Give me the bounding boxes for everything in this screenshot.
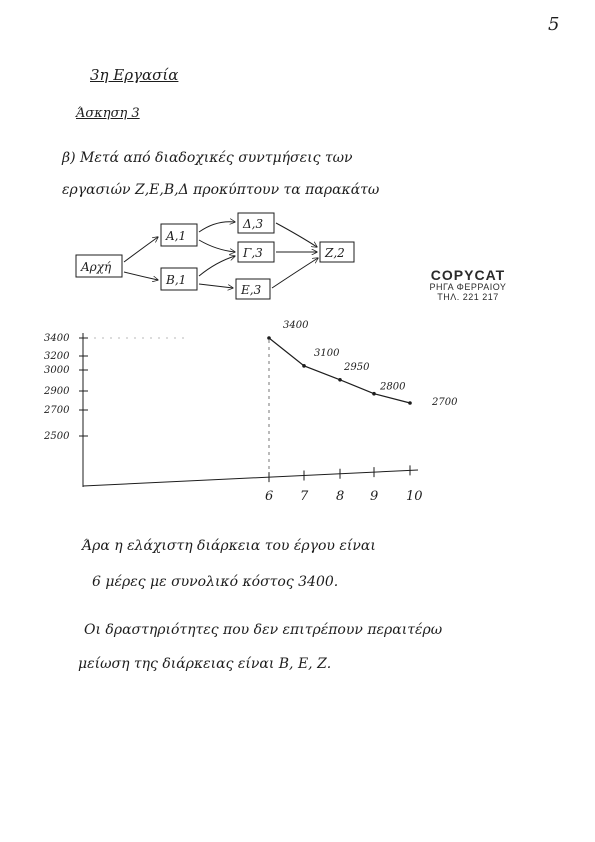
data-point: [372, 392, 376, 396]
data-label: 2800: [380, 381, 406, 393]
data-label: 3400: [283, 320, 309, 331]
y-tick-label: 2500: [44, 431, 70, 442]
node-d-label: Δ,3: [243, 217, 264, 231]
data-label: 2950: [344, 361, 370, 373]
node-g-label: Γ,3: [243, 246, 263, 260]
stamp-line-2: ΤΗΛ. 221 217: [437, 292, 499, 303]
node-b-label: Β,1: [166, 273, 187, 287]
y-tick-label: 2900: [44, 386, 70, 397]
x-tick-label: 8: [336, 489, 345, 504]
data-point: [302, 364, 306, 368]
node-z-label: Ζ,2: [325, 246, 345, 260]
paragraph-b-line-2: εργασιών Ζ,Ε,Β,Δ προκύπτουν τα παρακάτω: [62, 182, 380, 198]
conclusion-line-1: Άρα η ελάχιστη διάρκεια του έργου είναι: [82, 538, 376, 554]
y-tick-label: 2700: [44, 405, 70, 416]
exercise-title: Άσκηση 3: [76, 106, 140, 121]
page-title: 3η Εργασία: [90, 66, 179, 84]
stamp-brand: COPYCAT: [430, 267, 506, 283]
node-a-label: Α,1: [166, 229, 187, 243]
final-line-1: Οι δραστηριότητες που δεν επιτρέπουν περαιτέρω: [84, 622, 443, 638]
y-tick-label: 3400: [44, 333, 70, 344]
conclusion-line-2: 6 μέρες με συνολικό κόστος 3400.: [92, 574, 339, 590]
data-point: [267, 336, 271, 340]
stamp-line-1: ΡΗΓΑ ΦΕΡΡΑΙΟΥ: [429, 282, 507, 293]
cost-series-line: [269, 338, 410, 403]
page-number: 5: [548, 14, 560, 35]
y-tick-label: 3200: [44, 351, 70, 362]
x-tick-label: 10: [406, 489, 423, 504]
y-ticks: [43, 333, 88, 442]
y-tick-label: 3000: [44, 365, 70, 376]
data-points: [267, 320, 458, 408]
data-label: 3100: [314, 347, 340, 359]
data-point: [338, 378, 342, 382]
node-start-label: Αρχή: [81, 260, 112, 274]
data-label: 2700: [432, 397, 458, 408]
data-point: [408, 401, 412, 405]
node-e-label: Ε,3: [241, 283, 262, 297]
x-axis: [83, 470, 418, 486]
paragraph-b-line-1: β) Μετά από διαδοχικές συντμήσεις των: [62, 150, 353, 166]
x-tick-label: 9: [370, 489, 379, 504]
x-tick-label: 7: [300, 489, 309, 504]
final-line-2: μείωση της διάρκειας είναι Β, Ε, Ζ.: [78, 656, 332, 672]
x-tick-label: 6: [265, 489, 274, 504]
